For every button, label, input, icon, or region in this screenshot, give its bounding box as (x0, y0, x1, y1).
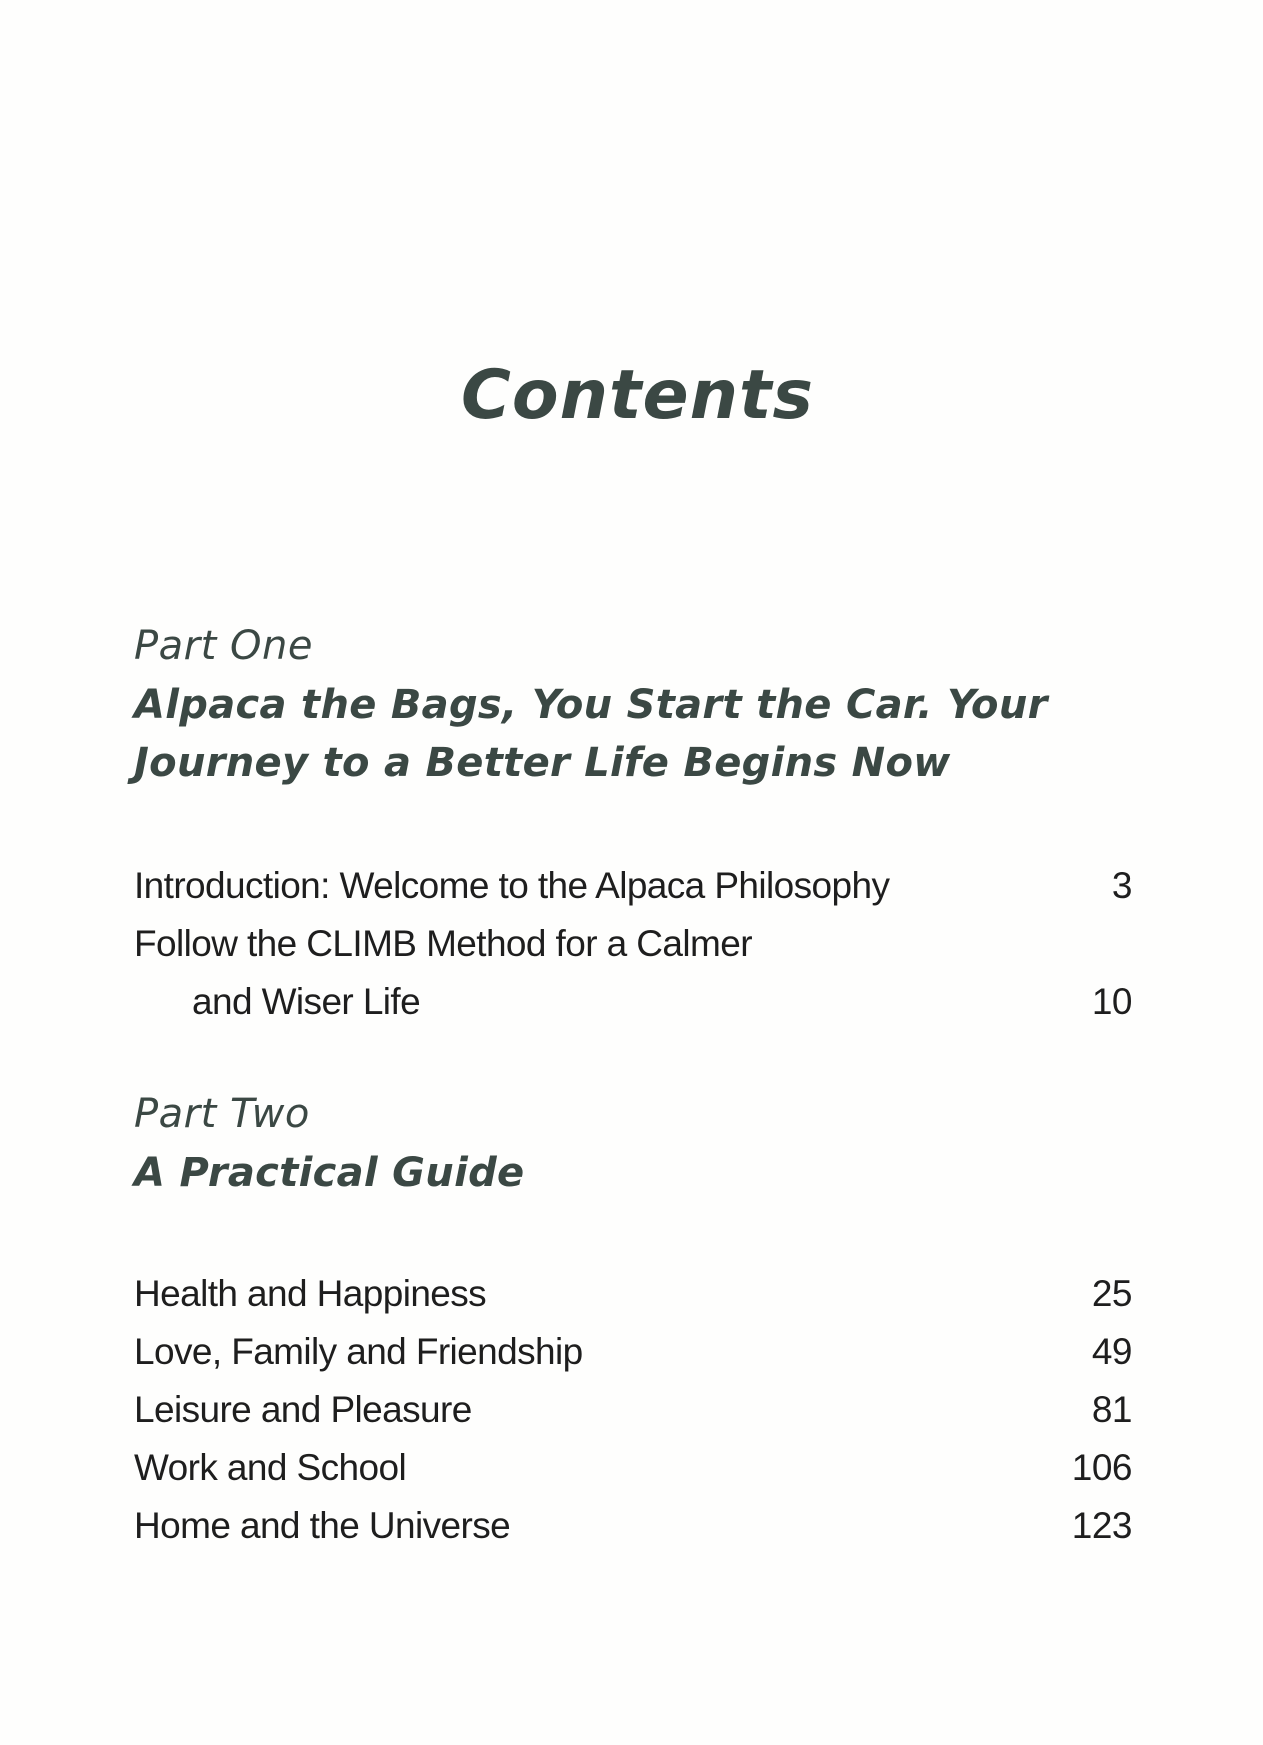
part-two-label: Part Two (134, 1091, 310, 1137)
toc-entry-page-number: 81 (1091, 1389, 1132, 1430)
part-one-title-line-1: Alpaca the Bags, You Start the Car. Your (134, 682, 1048, 728)
part-two-title-line-1: A Practical Guide (134, 1150, 525, 1196)
toc-entry-page-number: 3 (1111, 865, 1132, 906)
page-title: Contents (460, 356, 815, 435)
toc-entry-leisure[interactable] (134, 1391, 1132, 1428)
part-one-title-line-2: Journey to a Better Life Begins Now (134, 740, 951, 786)
part-two-title (134, 1144, 1134, 1202)
toc-entry-page-number: 123 (1071, 1505, 1132, 1546)
toc-entry-title: Follow the CLIMB Method for a Calmer (134, 923, 752, 964)
toc-entry-title: Health and Happiness (134, 1273, 487, 1314)
toc-entry-title: Home and the Universe (134, 1505, 511, 1546)
toc-entry-title: Work and School (134, 1447, 407, 1488)
toc-entry-title: Leisure and Pleasure (134, 1389, 472, 1430)
toc-entry-page-number: 25 (1091, 1273, 1132, 1314)
toc-entry-title: Love, Family and Friendship (134, 1331, 583, 1372)
toc-entry-climb-method[interactable] (134, 925, 1132, 962)
toc-entry-home[interactable] (134, 1507, 1132, 1544)
toc-entry-page-number: 49 (1091, 1331, 1132, 1372)
toc-entry-title: and Wiser Life (192, 981, 421, 1022)
toc-entry-introduction[interactable] (134, 867, 1132, 904)
part-one-title (134, 676, 1134, 792)
toc-entry-love[interactable] (134, 1333, 1132, 1370)
toc-entry-title: Introduction: Welcome to the Alpaca Philosophy (134, 865, 890, 906)
toc-entry-work[interactable] (134, 1449, 1132, 1486)
toc-entry-page-number: 10 (1091, 981, 1132, 1022)
toc-entry-page-number: 106 (1071, 1447, 1132, 1488)
toc-entry-health[interactable] (134, 1275, 1132, 1312)
part-one-label: Part One (134, 623, 313, 669)
toc-entry-climb-method-continued[interactable] (134, 983, 1132, 1020)
